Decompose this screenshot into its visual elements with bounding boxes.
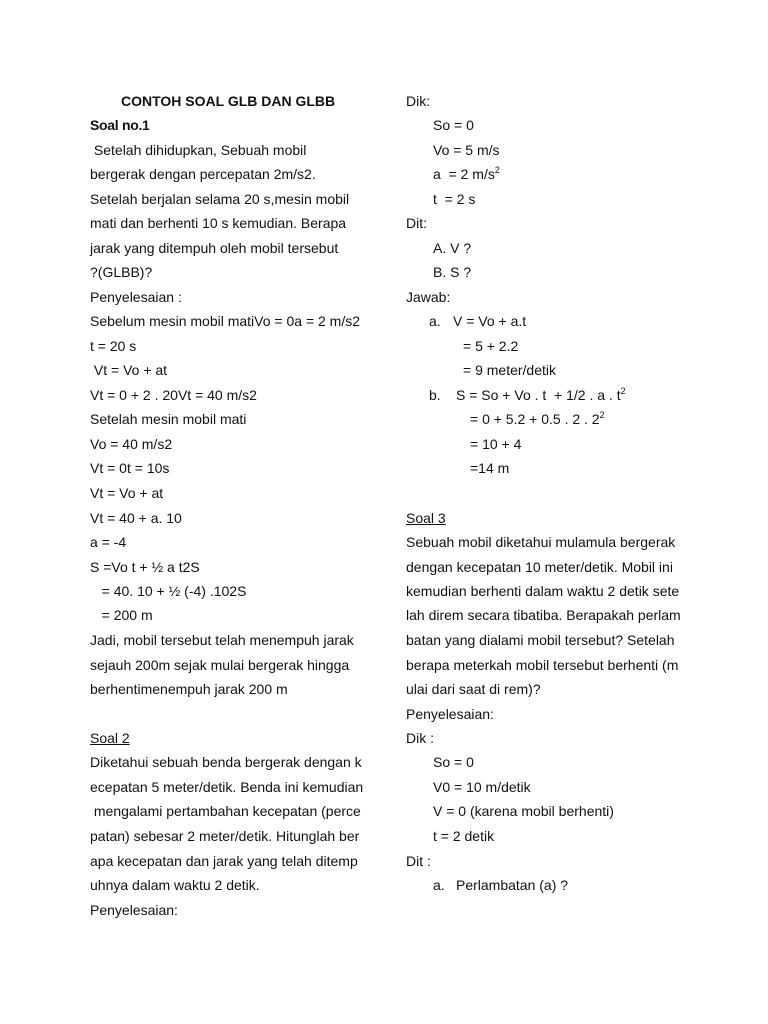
dit-label: Dit: — [406, 215, 427, 231]
dik-a — [433, 165, 500, 183]
soal1-line: Setelah berjalan selama 20 s,mesin mobil — [90, 191, 350, 207]
soal2-line: ecepatan 5 meter/detik. Benda ini kemudian — [90, 779, 364, 795]
jawab-b-text: = 0 + 5.2 + 0.5 . 2 . 2 — [470, 411, 600, 427]
soal1-line: Vt = Vo + at — [90, 362, 168, 378]
soal3-dik-so: So = 0 — [433, 754, 474, 770]
soal2-line: apa kecepatan dan jarak yang telah ditemp — [90, 853, 358, 869]
soal3-line: kemudian berhenti dalam waktu 2 detik sete — [406, 583, 680, 599]
soal3-dit-label: Dit : — [406, 853, 431, 869]
soal1-line: Vt = Vo + at — [90, 485, 164, 501]
jawab-b-line — [456, 386, 626, 404]
document-title: CONTOH SOAL GLB DAN GLBB — [121, 93, 336, 109]
soal1-line: sejauh 200m sejak mulai bergerak hingga — [90, 657, 350, 673]
soal2-line: mengalami pertambahan kecepatan (perce — [90, 803, 361, 819]
soal3-line: batan yang dialami mobil tersebut? Setelah — [406, 632, 675, 648]
jawab-a-line: = 5 + 2.2 — [463, 338, 519, 354]
soal1-line: Setelah dihidupkan, Sebuah mobil — [90, 142, 307, 158]
soal1-line: bergerak dengan percepatan 2m/s2. — [90, 166, 316, 182]
jawab-b-text: S = So + Vo . t + 1/2 . a . t — [456, 387, 621, 403]
soal3-dit-a: Perlambatan (a) ? — [456, 877, 569, 893]
soal2-line: Penyelesaian: — [90, 902, 178, 918]
soal3-line: lah direm secara tibatiba. Berapakah perlam — [406, 607, 681, 623]
soal1-line: Setelah mesin mobil mati — [90, 411, 247, 427]
soal3-dik-v0: V0 = 10 m/detik — [433, 779, 531, 795]
soal1-line: Vt = 0 + 2 . 20Vt = 40 m/s2 — [90, 387, 257, 403]
jawab-b-exponent: 2 — [599, 410, 605, 420]
soal1-line: Vt = 40 + a. 10 — [90, 510, 182, 526]
jawab-label: Jawab: — [406, 289, 451, 305]
soal3-dik-t: t = 2 detik — [433, 828, 495, 844]
soal3-line: Penyelesaian: — [406, 706, 494, 722]
soal3-line: ulai dari saat di rem)? — [406, 681, 541, 697]
jawab-b-exponent: 2 — [620, 386, 626, 396]
soal1-line: berhentimenempuh jarak 200 m — [90, 681, 288, 697]
jawab-b-line: = 10 + 4 — [470, 436, 522, 452]
jawab-b-line: =14 m — [470, 460, 510, 476]
soal2-line: uhnya dalam waktu 2 detik. — [90, 877, 260, 893]
soal3-line: berapa meterkah mobil tersebut berhenti (m — [406, 657, 679, 673]
soal1-line: S =Vo t + ½ a t2S — [90, 559, 200, 575]
jawab-a-label: a. — [429, 313, 441, 329]
soal1-line: jarak yang ditempuh oleh mobil tersebut — [90, 240, 339, 256]
soal1-line: a = -4 — [90, 534, 127, 550]
soal1-line: Sebelum mesin mobil matiVo = 0a = 2 m/s2 — [90, 313, 361, 329]
soal1-heading: Soal no.1 — [90, 117, 150, 133]
soal1-line: Penyelesaian : — [90, 289, 182, 305]
soal2-line: Diketahui sebuah benda bergerak dengan k — [90, 754, 362, 770]
soal2-heading: Soal 2 — [90, 730, 130, 746]
soal1-line: = 40. 10 + ½ (-4) .102S — [90, 583, 247, 599]
dik-label: Dik: — [406, 93, 431, 109]
soal1-line: Jadi, mobil tersebut telah menempuh jarak — [90, 632, 354, 648]
jawab-b-line — [470, 410, 605, 428]
dik-t: t = 2 s — [433, 191, 476, 207]
soal1-line: Vt = 0t = 10s — [90, 460, 170, 476]
soal3-dit-a-label: a. — [433, 877, 445, 893]
soal3-dik-v: V = 0 (karena mobil berhenti) — [433, 803, 614, 819]
jawab-b-label: b. — [429, 387, 441, 403]
soal1-line: Vo = 40 m/s2 — [90, 436, 173, 452]
soal1-line: mati dan berhenti 10 s kemudian. Berapa — [90, 215, 347, 231]
soal3-line: Dik : — [406, 730, 434, 746]
jawab-a-line: = 9 meter/detik — [463, 362, 556, 378]
soal1-line: = 200 m — [90, 607, 153, 623]
jawab-a-line: V = Vo + a.t — [453, 313, 527, 329]
soal3-heading: Soal 3 — [406, 510, 446, 526]
dik-so: So = 0 — [433, 117, 474, 133]
dik-vo: Vo = 5 m/s — [433, 142, 500, 158]
soal3-line: dengan kecepatan 10 meter/detik. Mobil ini — [406, 559, 673, 575]
dit-a: A. V ? — [433, 240, 472, 256]
dik-a-text: a = 2 m/s — [433, 166, 495, 182]
soal3-line: Sebuah mobil diketahui mulamula bergerak — [406, 534, 676, 550]
dit-b: B. S ? — [433, 264, 472, 280]
dik-a-exponent: 2 — [494, 165, 500, 175]
soal2-line: patan) sebesar 2 meter/detik. Hitunglah ber — [90, 828, 360, 844]
soal1-line: ?(GLBB)? — [90, 264, 153, 280]
soal1-line: t = 20 s — [90, 338, 137, 354]
